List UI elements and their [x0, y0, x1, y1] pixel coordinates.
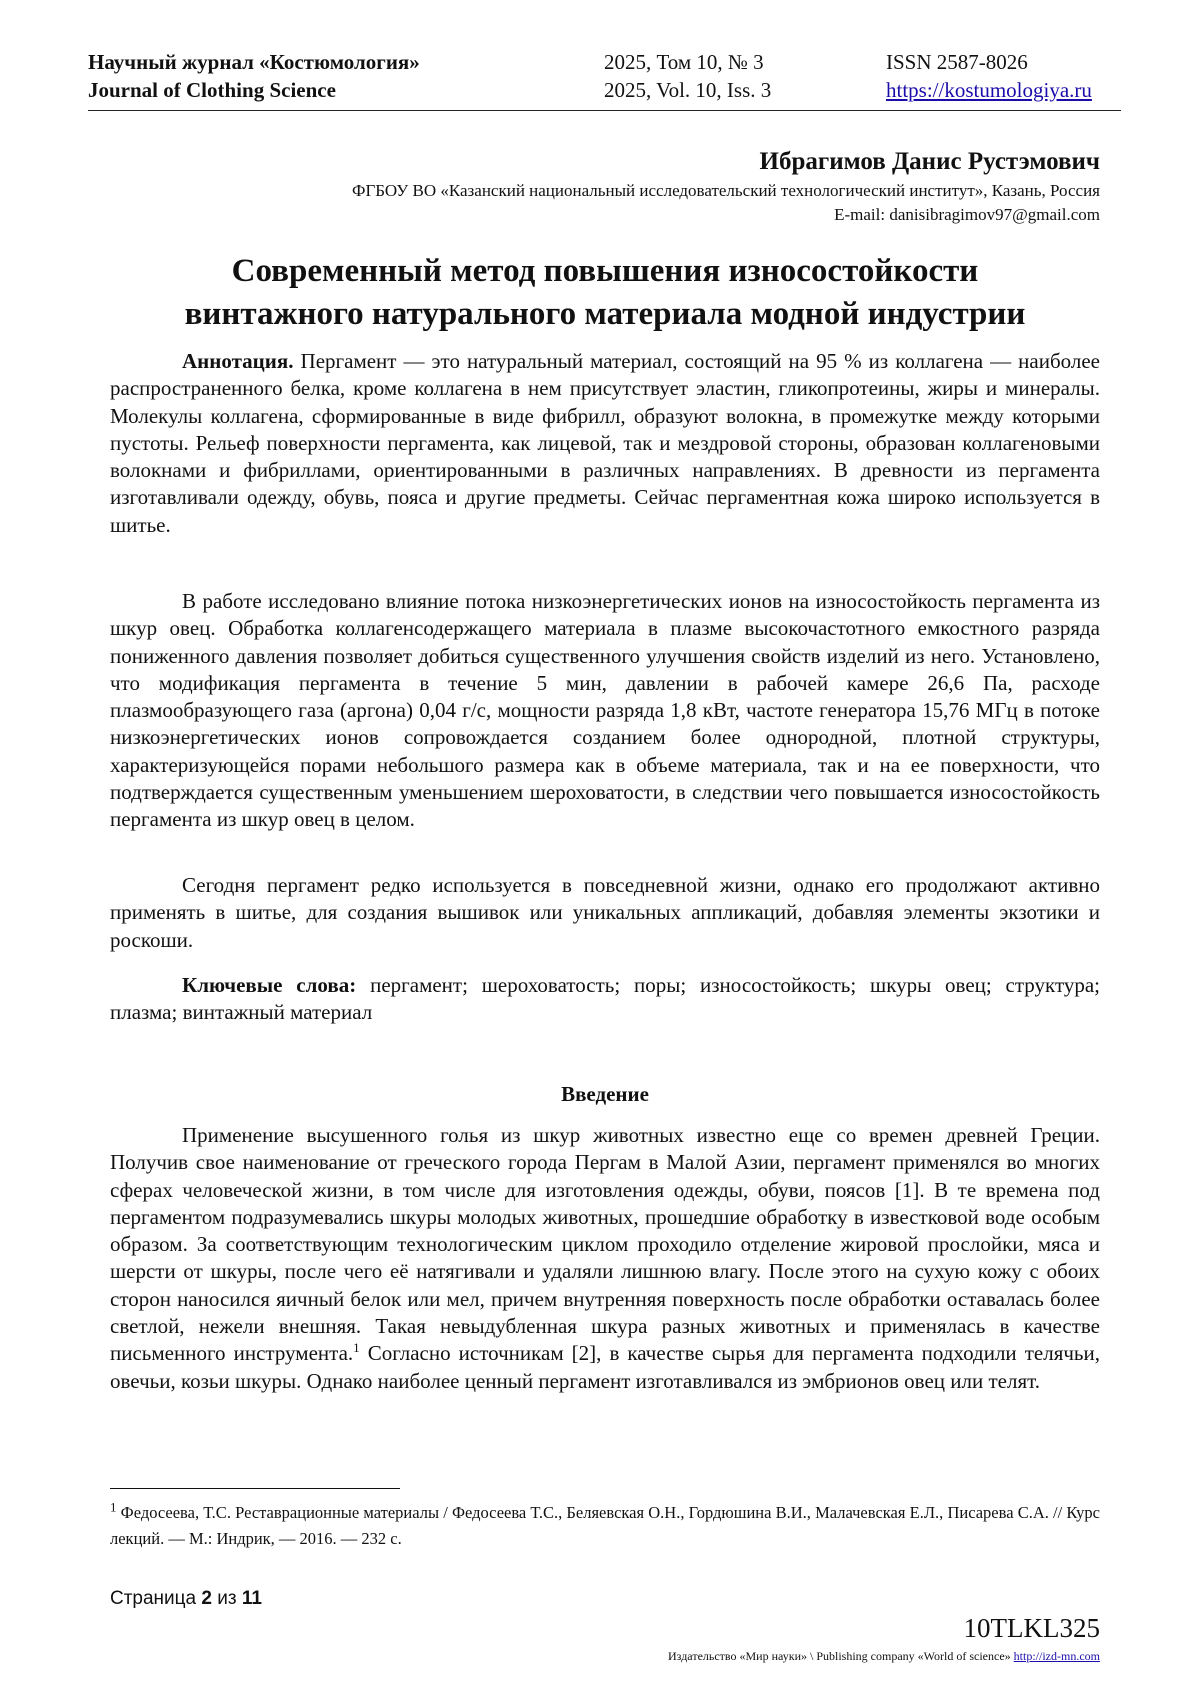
author-email: E-mail: danisibragimov97@gmail.com: [834, 205, 1100, 224]
footnote: [110, 1500, 1100, 1552]
keywords-text: пергамент; шероховатость; поры; износостойкость; шкуры овец; структура; плазма; винтажный материал: [110, 973, 1101, 1025]
issue-en: 2025, Vol. 10, Iss. 3: [604, 78, 772, 102]
publisher-line: [668, 1648, 1100, 1664]
article-title: [110, 250, 1100, 336]
section-heading-intro: Введение: [561, 1082, 649, 1106]
author-affiliation: ФГБОУ ВО «Казанский национальный исследовательский технологический институт», Казань, Россия: [352, 181, 1100, 200]
page-number: [110, 1588, 262, 1610]
abstract-paragraph-2: В работе исследовано влияние потока низкоэнергетических ионов на износостойкость пергамента из шкур овец. Обработка коллагенсодержащего материала в плазме высокочастотного емкостного разряда пониженного давления позволяет добиться существенного улучшения свойств изделий из него. Установлено, что модификация пергамента в течение 5 мин, давлении в рабочей камере 26,6 Па, расходе плазмообразующего газа (аргона) 0,04 г/с, мощности разряда 1,8 кВт, частоте генератора 15,76 МГц в потоке низкоэнергетических ионов сопровождается созданием более однородной, плотной структуры, характеризующейся порами небольшого размера как в объеме материала, так и на ее поверхности, что подтверждается существенным уменьшением шероховатости, в следствии чего повышается износостойкость пергамента из шкур овец в целом.: [110, 589, 1100, 832]
header-divider: [88, 110, 1121, 111]
page-total: 11: [241, 1588, 262, 1609]
page-prefix: Страница: [110, 1588, 197, 1609]
intro-text-part-2: Согласно источникам [2], в качестве сырья для пергамента подходили телячьи, овечьи, козьи шкуры. Однако наиболее ценный пергамент изготавливался из эмбрионов овец или телят.: [110, 1341, 1100, 1393]
title-line-1: Современный метод повышения износостойкости: [231, 253, 979, 289]
journal-url-link[interactable]: https://kostumologiya.ru: [886, 78, 1092, 102]
page-current: 2: [201, 1588, 212, 1609]
publisher-text: Издательство «Мир науки» \ Publishing company «World of science»: [668, 1649, 1011, 1663]
footnote-reference[interactable]: 1: [353, 1340, 360, 1356]
footnote-mark: 1: [110, 1499, 117, 1515]
author-name: Ибрагимов Данис Рустэмович: [759, 148, 1100, 175]
title-line-2: винтажного натурального материала модной индустрии: [184, 296, 1026, 332]
keywords-paragraph: [110, 972, 1100, 1027]
journal-name-en: Journal of Clothing Science: [88, 78, 336, 102]
page-separator: из: [217, 1588, 237, 1609]
issue-ru: 2025, Том 10, № 3: [604, 50, 764, 74]
article-code: 10TLKL325: [963, 1613, 1100, 1643]
intro-text-part-1: Применение высушенного голья из шкур животных известно еще со времен древней Греции. Получив свое наименование от греческого города Пергам в Малой Азии, пергамент применялся во многих сферах человеческой жизни, в том числе для изготовления одежды, обуви, поясов [1]. В те времена под пергаментом подразумевались шкуры молодых животных, прошедшие обработку в известковой воде особым образом. За соответствующим технологическим циклом проходило отделение жировой прослойки, мяса и шерсти от шкуры, после чего её натягивали и удаляли лишнюю влагу. После этого на сухую кожу с обоих сторон наносился яичный белок или мел, причем внутренняя поверхность после обработки оставалась более светлой, нежели внешняя. Такая невыдубленная шкура разных животных и применялась в качестве письменного инструмента.: [110, 1123, 1100, 1366]
abstract-text-1: Пергамент — это натуральный материал, состоящий на 95 % из коллагена — наиболее распространенного белка, кроме коллагена в нем присутствует эластин, гликопротеины, жиры и минералы. Молекулы коллагена, сформированные в виде фибрилл, образуют волокна, в промежутке между которыми пустоты. Рельеф поверхности пергамента, как лицевой, так и мездровой стороны, образован коллагеновыми волокнами и фибриллами, ориентированными в различных направлениях. В древности из пергамента изготавливали одежду, обувь, пояса и другие предметы. Сейчас пергаментная кожа широко используется в шитье.: [110, 349, 1101, 537]
footnote-divider: [110, 1488, 400, 1489]
abstract-paragraph-3: Сегодня пергамент редко используется в повседневной жизни, однако его продолжают активно применять в шитье, для создания вышивок или уникальных аппликаций, добавляя элементы экзотики и роскоши.: [110, 873, 1100, 952]
publisher-url-link[interactable]: http://izd-mn.com: [1013, 1649, 1100, 1663]
keywords-label: Ключевые слова:: [182, 973, 357, 997]
abstract-label: Аннотация.: [182, 349, 294, 373]
abstract-paragraph-1: [110, 348, 1100, 539]
footnote-text: Федосеева, Т.С. Реставрационные материалы / Федосеева Т.С., Беляевская О.Н., Гордюшина В.И., Малачевская Е.Л., Писарева С.А. // Курс лекций. — М.: Индрик, — 2016. — 232 с.: [110, 1503, 1100, 1548]
journal-name-ru: Научный журнал «Костюмология»: [88, 50, 420, 74]
intro-paragraph: [110, 1122, 1100, 1395]
author-block: [352, 145, 1100, 227]
issn: ISSN 2587-8026: [886, 50, 1028, 74]
